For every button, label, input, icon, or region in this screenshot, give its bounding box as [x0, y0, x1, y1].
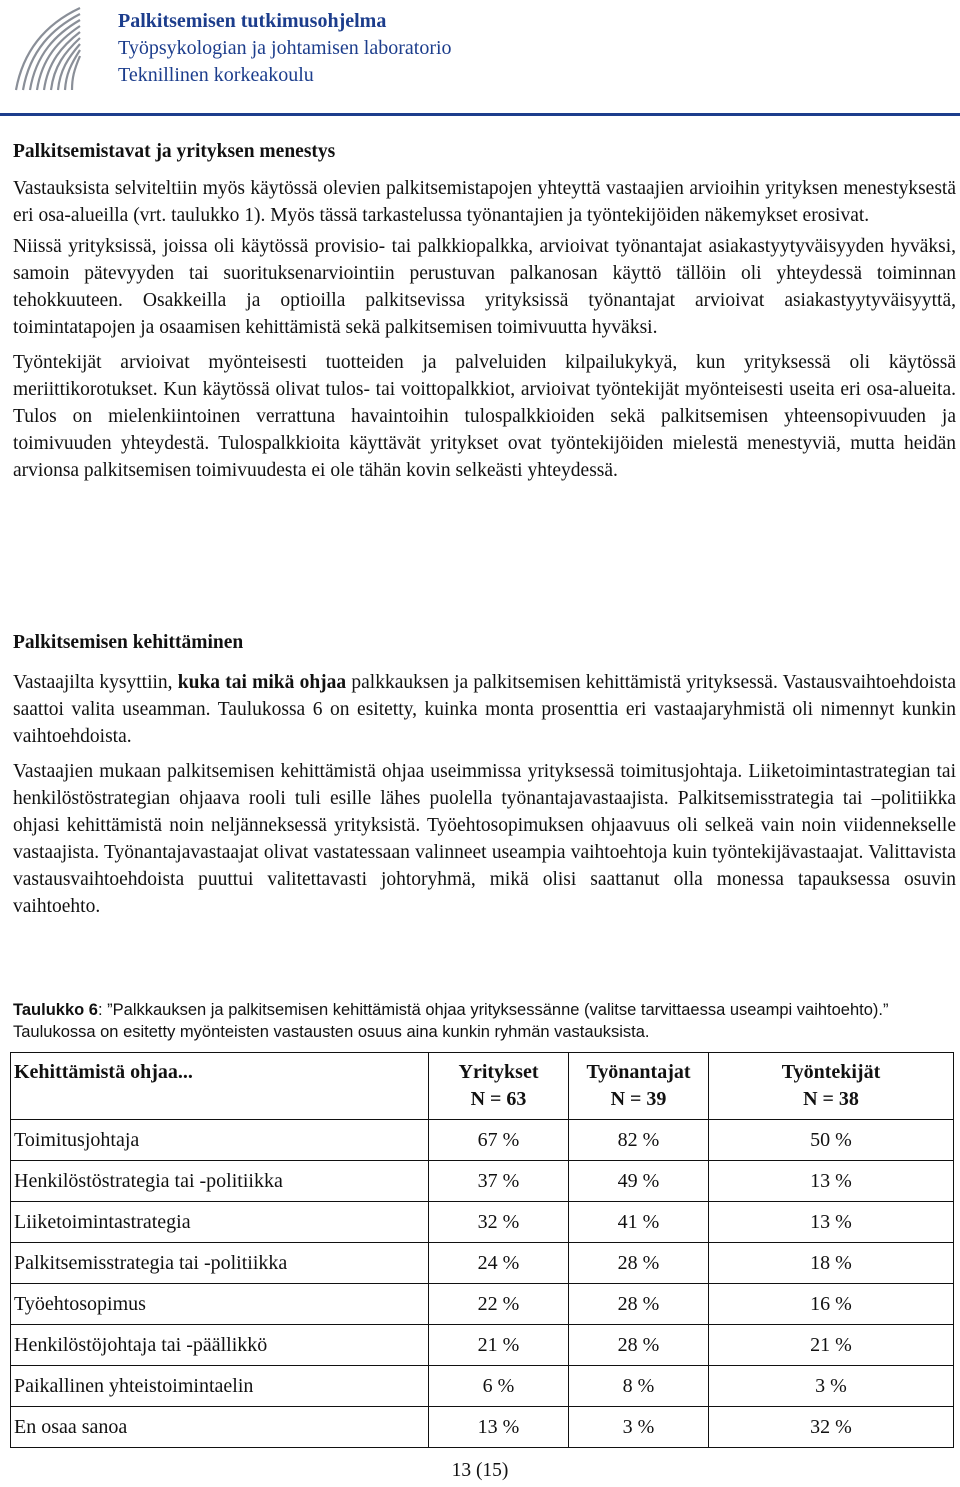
- table-header-cell: Kehittämistä ohjaa...: [11, 1053, 429, 1120]
- table-row: [11, 1202, 954, 1243]
- table-cell: 13 %: [709, 1202, 954, 1243]
- table-cell: 22 %: [429, 1284, 569, 1325]
- table-caption: [13, 999, 956, 1043]
- table-row: [11, 1366, 954, 1407]
- table-cell: Palkitsemisstrategia tai -politiikka: [11, 1243, 429, 1284]
- paragraph: Vastaajilta kysyttiin, kuka tai mikä ohjaa palkkauksen ja palkitsemisen kehittämistä yrityksessä. Vastausvaihtoehdoista saattoi valita useamman. Taulukossa 6 on esitetty, kuinka monta prosenttia eri vastaajaryhmistä oli nimennyt kunkin vaihtoehdoista.: [13, 672, 956, 747]
- paragraph: Niissä yrityksissä, joissa oli käytössä provisio- tai palkkiopalkka, arvioivat työnantajat asiakastyytyväisyyden hyväksi, samoin pätevyyden tai suorituksenarviointiin perustuvan palkanosan käyttö tällöin oli yhteydessä toiminnan tehokkuuteen. Osakkeilla ja optioilla palkitsevissa yrityksissä työnantajat arvioivat asiakastyytyväisyyttä, toimintatapojen ja osaamisen kehittämistä sekä palkitsemisen toimivuutta hyväksi.: [13, 236, 956, 338]
- table-cell: 8 %: [569, 1366, 709, 1407]
- table-cell: 50 %: [709, 1120, 954, 1161]
- table-cell: 24 %: [429, 1243, 569, 1284]
- table-header-row: [11, 1053, 954, 1120]
- table-cell: 28 %: [569, 1284, 709, 1325]
- table-cell: 21 %: [429, 1325, 569, 1366]
- table-cell: Työehtosopimus: [11, 1284, 429, 1325]
- table-cell: 6 %: [429, 1366, 569, 1407]
- table-row: [11, 1407, 954, 1448]
- table-cell: Toimitusjohtaja: [11, 1120, 429, 1161]
- section-reward-development: [13, 629, 956, 920]
- table-header-cell: Yritykset N = 63: [429, 1053, 569, 1120]
- paragraph: Vastauksista selviteltiin myös käytössä olevien palkitsemistapojen yhteyttä vastaajien arvioihin yrityksen menestyksestä eri osa-alueilla (vrt. taulukko 1). Myös tässä tarkastelussa työnantajien ja työntekijöiden näkemykset erosivat.: [13, 178, 956, 226]
- table-row: [11, 1243, 954, 1284]
- header-program: Palkitsemisen tutkimusohjelma: [118, 10, 387, 32]
- table-cell: 32 %: [709, 1407, 954, 1448]
- table-cell: 28 %: [569, 1325, 709, 1366]
- table-cell: 32 %: [429, 1202, 569, 1243]
- table-cell: 18 %: [709, 1243, 954, 1284]
- table-cell: 16 %: [709, 1284, 954, 1325]
- table-cell: 13 %: [709, 1161, 954, 1202]
- table-row: [11, 1120, 954, 1161]
- table-cell: Liiketoimintastrategia: [11, 1202, 429, 1243]
- table-cell: En osaa sanoa: [11, 1407, 429, 1448]
- table-cell: 3 %: [569, 1407, 709, 1448]
- document-header: [118, 8, 452, 89]
- table-cell: 28 %: [569, 1243, 709, 1284]
- table-caption-text: : ”Palkkauksen ja palkitsemisen kehittämistä ohjaa yrityksessänne (valitse tarvittaessa useampi vaihtoehto).” Taulukossa on esitetty myönteisten vastausten osuus aina kunkin ryhmän vastauksista.: [13, 1001, 889, 1041]
- paragraph: Työntekijät arvioivat myönteisesti tuotteiden ja palveluiden kilpailukykyä, kun yrityksessä oli käytössä meriittikorotukset. Kun käytössä olivat tulos- tai voittopalkkiot, arvioivat työntekijät myönteisesti useita eri osa-alueita. Tulos on mielenkiintoinen verrattuna havaintoihin tulospalkkioiden sekä palkitsemisen yhteensopivuuden ja toimivuuden yhteydestä. Tulospalkkioita käyttävät yritykset ovat työntekijöiden mielestä menestyviä, mutta heidän arvionsa palkitsemisen toimivuudesta ei ole tähän kovin selkeästi yhteydessä.: [13, 352, 956, 481]
- table-row: [11, 1284, 954, 1325]
- paragraph: Vastaajien mukaan palkitsemisen kehittämistä ohjaa useimmissa yrityksessä toimitusjohtaja. Liiketoimintastrategian tai henkilöstöstrategian ohjaava rooli tuli esille lähes puolella työnantajavastaajista. Palkitsemisstrategia tai –politiikka ohjasi kehittämistä noin neljänneksessä yrityksistä. Työehtosopimuksen ohjaavuus oli selkeä vain noin viidennekselle vastaajista. Työnantajavastaajat olivat vastatessaan valinneet useampia vaihtoehtoja kuin työntekijävastaajat. Valittavista vastausvaihtoehdoista puuttui valitettavasti johtoryhmä, mikä olisi saattanut olla monessa tapauksessa osuvin vaihtoehto.: [13, 761, 956, 917]
- table-cell: 49 %: [569, 1161, 709, 1202]
- table-cell: 13 %: [429, 1407, 569, 1448]
- table-cell: Henkilöstöstrategia tai -politiikka: [11, 1161, 429, 1202]
- page-number: 13 (15): [451, 1460, 509, 1481]
- table-cell: Paikallinen yhteistoimintaelin: [11, 1366, 429, 1407]
- table-cell: 67 %: [429, 1120, 569, 1161]
- table-cell: 37 %: [429, 1161, 569, 1202]
- table-header-cell: Työnantajat N = 39: [569, 1053, 709, 1120]
- section-rewards-and-success: [13, 138, 956, 484]
- table-header-cell: Työntekijät N = 38: [709, 1053, 954, 1120]
- results-table: [10, 1052, 954, 1448]
- table-cell: 21 %: [709, 1325, 954, 1366]
- emphasis: kuka tai mikä ohjaa: [177, 672, 347, 693]
- university-logo-icon: [10, 4, 88, 96]
- header-divider: [0, 113, 960, 116]
- section-title: Palkitsemistavat ja yrityksen menestys: [13, 141, 336, 162]
- table-row: [11, 1325, 954, 1366]
- table-cell: 82 %: [569, 1120, 709, 1161]
- table-cell: Henkilöstöjohtaja tai -päällikkö: [11, 1325, 429, 1366]
- section-title: Palkitsemisen kehittäminen: [13, 632, 244, 653]
- table-row: [11, 1161, 954, 1202]
- table-cell: 3 %: [709, 1366, 954, 1407]
- table-caption-label: Taulukko 6: [13, 1001, 98, 1019]
- table-cell: 41 %: [569, 1202, 709, 1243]
- header-laboratory: Työpsykologian ja johtamisen laboratorio: [118, 37, 452, 59]
- header-university: Teknillinen korkeakoulu: [118, 64, 314, 86]
